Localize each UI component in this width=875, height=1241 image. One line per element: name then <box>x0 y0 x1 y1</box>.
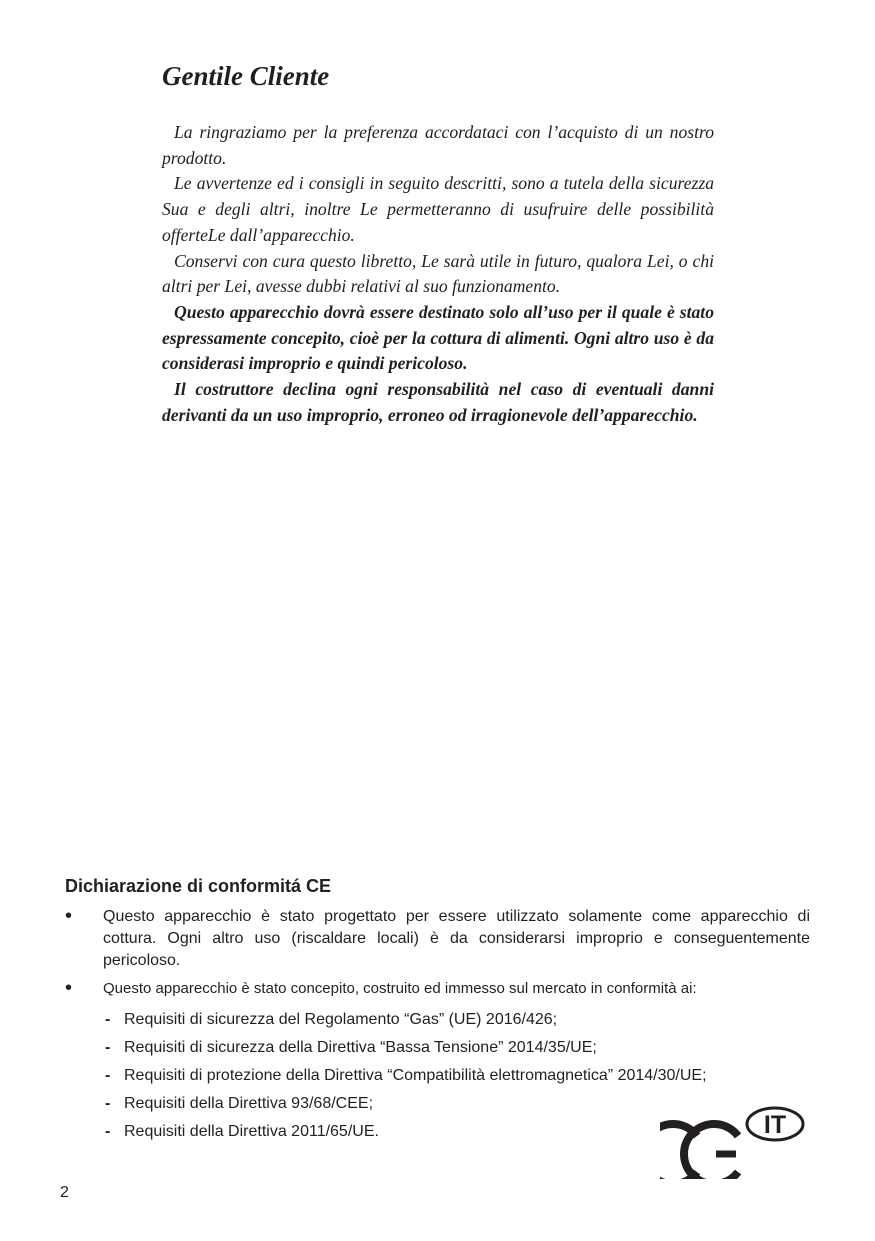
declaration-bullet <box>65 978 810 1000</box>
requirement-item <box>65 1062 810 1090</box>
intro-warning-paragraph: Il costruttore declina ogni responsabilità nel caso di eventuali danni derivanti da un uso improprio, erroneo od irragionevole dell’apparecchio. <box>162 379 714 425</box>
bullet-icon: • <box>65 977 73 999</box>
dash-icon: - <box>105 1095 111 1112</box>
intro-warning-paragraph: Questo apparecchio dovrà essere destinato solo all’uso per il quale è stato espressamente concepito, cioè per la cottura di alimenti. Ogni altro uso è da considerasi improprio e quindi pericoloso. <box>162 301 714 374</box>
declaration-title: Dichiarazione di conformitá CE <box>65 876 332 896</box>
dash-icon: - <box>105 1123 111 1140</box>
requirement-text: Requisiti di protezione della Direttiva “Compatibilità elettromagnetica” 2014/30/UE; <box>124 1067 707 1084</box>
bullet-icon: • <box>65 905 73 927</box>
country-code: IT <box>763 1111 787 1139</box>
dash-icon: - <box>105 1067 111 1084</box>
intro-paragraph: La ringraziamo per la preferenza accordataci con l’acquisto di un nostro prodotto. <box>162 122 714 168</box>
intro-section <box>162 58 714 428</box>
bullet-text: Questo apparecchio è stato concepito, costruito ed immesso sul mercato in conformità ai: <box>103 980 697 997</box>
declaration-bullet <box>65 906 810 972</box>
dash-icon: - <box>105 1039 111 1056</box>
dash-icon: - <box>105 1011 111 1028</box>
requirement-item <box>65 1006 810 1034</box>
requirement-text: Requisiti della Direttiva 93/68/CEE; <box>124 1095 374 1112</box>
requirement-text: Requisiti di sicurezza del Regolamento “Gas” (UE) 2016/426; <box>124 1011 558 1028</box>
requirement-text: Requisiti di sicurezza della Direttiva “Bassa Tensione” 2014/35/UE; <box>124 1039 597 1056</box>
page-number: 2 <box>60 1184 69 1201</box>
intro-paragraph: Conservi con cura questo libretto, Le sarà utile in futuro, qualora Lei, o chi altri per Lei, avesse dubbi relativi al suo funzionamento. <box>162 250 714 297</box>
conformity-marks <box>660 1103 810 1179</box>
ce-mark-icon <box>660 1103 810 1179</box>
requirement-item <box>65 1034 810 1062</box>
bullet-text: Questo apparecchio è stato progettato per essere utilizzato solamente come apparecchio di cottura. Ogni altro uso (riscaldare locali) è da considerarsi improprio e conseguentemente pericoloso. <box>103 908 810 969</box>
page-title: Gentile Cliente <box>162 61 330 91</box>
intro-paragraph: Le avvertenze ed i consigli in seguito descritti, sono a tutela della sicurezza Sua e degli altri, inoltre Le permetteranno di usufruire delle possibilità offerteLe dall’apparecchio. <box>162 173 714 245</box>
requirement-text: Requisiti della Direttiva 2011/65/UE. <box>124 1123 379 1140</box>
